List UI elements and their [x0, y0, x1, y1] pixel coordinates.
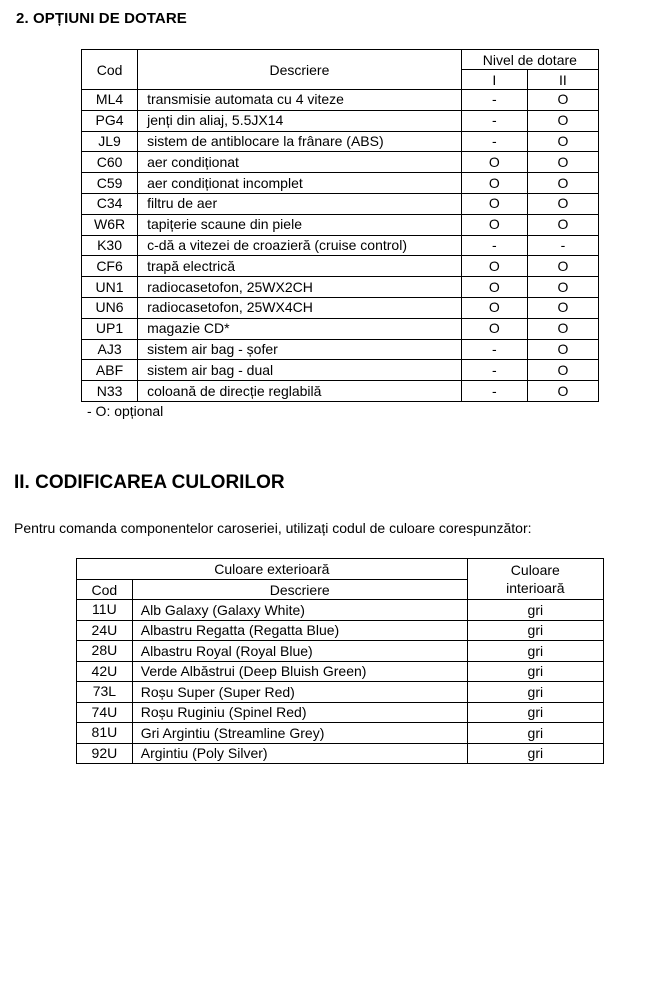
- options-row-level-1: -: [461, 131, 527, 152]
- options-row-descriere: jenți din aliaj, 5.5JX14: [138, 110, 462, 131]
- colors-row-descriere: Roșu Ruginiu (Spinel Red): [132, 702, 467, 723]
- options-row-descriere: radiocasetofon, 25WX4CH: [138, 297, 462, 318]
- options-row-level-2: O: [527, 214, 598, 235]
- options-row-cod: N33: [82, 381, 138, 402]
- options-table-row: [82, 131, 599, 152]
- colors-row-cod: 81U: [77, 723, 133, 744]
- options-table-row: [82, 360, 599, 381]
- options-row-cod: K30: [82, 235, 138, 256]
- options-row-descriere: sistem de antiblocare la frânare (ABS): [138, 131, 462, 152]
- options-table-row: [82, 339, 599, 360]
- colors-header-interior: [467, 559, 603, 600]
- options-row-descriere: transmisie automata cu 4 viteze: [138, 90, 462, 111]
- options-row-cod: PG4: [82, 110, 138, 131]
- colors-row-interior: gri: [467, 743, 603, 764]
- options-section-title: 2. OPȚIUNI DE DOTARE: [16, 10, 187, 27]
- colors-intro-text: Pentru comanda componentelor caroseriei, utilizați codul de culoare corespunzător:: [14, 520, 532, 536]
- options-row-descriere: sistem air bag - dual: [138, 360, 462, 381]
- options-row-cod: UN1: [82, 277, 138, 298]
- options-row-level-1: -: [461, 90, 527, 111]
- options-table-row: [82, 110, 599, 131]
- colors-row-interior: gri: [467, 682, 603, 703]
- options-table-row: [82, 90, 599, 111]
- options-row-cod: C60: [82, 152, 138, 173]
- options-row-level-2: O: [527, 131, 598, 152]
- options-header-cod: Cod: [82, 50, 138, 90]
- options-row-level-1: O: [461, 173, 527, 194]
- options-row-level-2: O: [527, 110, 598, 131]
- options-row-descriere: magazie CD*: [138, 318, 462, 339]
- colors-row-descriere: Gri Argintiu (Streamline Grey): [132, 723, 467, 744]
- colors-table-row: [77, 723, 604, 744]
- options-footnote: - O: opțional: [87, 403, 164, 419]
- options-row-descriere: tapițerie scaune din piele: [138, 214, 462, 235]
- colors-row-descriere: Roșu Super (Super Red): [132, 682, 467, 703]
- options-row-cod: JL9: [82, 131, 138, 152]
- colors-row-interior: gri: [467, 723, 603, 744]
- options-table-row: [82, 277, 599, 298]
- colors-row-descriere: Alb Galaxy (Galaxy White): [132, 600, 467, 621]
- options-table-row: [82, 297, 599, 318]
- options-row-level-2: O: [527, 173, 598, 194]
- options-row-level-2: O: [527, 339, 598, 360]
- options-row-level-2: O: [527, 277, 598, 298]
- options-row-descriere: aer condiționat incomplet: [138, 173, 462, 194]
- colors-row-cod: 92U: [77, 743, 133, 764]
- colors-header-cod: Cod: [77, 580, 133, 600]
- options-header-nivel: Nivel de dotare: [461, 50, 598, 70]
- colors-header-descriere: Descriere: [132, 580, 467, 600]
- options-table-row: [82, 193, 599, 214]
- options-row-level-1: -: [461, 360, 527, 381]
- colors-row-cod: 74U: [77, 702, 133, 723]
- options-row-cod: ML4: [82, 90, 138, 111]
- colors-header-interior-line2: interioară: [506, 580, 565, 596]
- options-row-level-2: O: [527, 297, 598, 318]
- colors-row-cod: 73L: [77, 682, 133, 703]
- colors-row-cod: 24U: [77, 620, 133, 641]
- options-row-level-2: O: [527, 90, 598, 111]
- colors-row-descriere: Verde Albăstrui (Deep Bluish Green): [132, 661, 467, 682]
- options-row-level-2: O: [527, 193, 598, 214]
- options-row-descriere: radiocasetofon, 25WX2CH: [138, 277, 462, 298]
- options-row-descriere: trapă electrică: [138, 256, 462, 277]
- colors-section-title: II. CODIFICAREA CULORILOR: [14, 472, 285, 493]
- options-row-cod: C34: [82, 193, 138, 214]
- options-table-row: [82, 173, 599, 194]
- options-table-body: [82, 90, 599, 402]
- options-row-level-1: O: [461, 214, 527, 235]
- options-row-descriere: c-dă a vitezei de croazieră (cruise control): [138, 235, 462, 256]
- colors-table: [76, 558, 604, 764]
- options-row-level-1: -: [461, 339, 527, 360]
- options-table-row: [82, 381, 599, 402]
- options-row-level-1: -: [461, 235, 527, 256]
- colors-table-row: [77, 743, 604, 764]
- options-row-cod: C59: [82, 173, 138, 194]
- colors-header-exterior: Culoare exterioară: [77, 559, 468, 580]
- options-row-cod: ABF: [82, 360, 138, 381]
- options-header-level-2: II: [527, 70, 598, 90]
- options-row-cod: CF6: [82, 256, 138, 277]
- options-header-level-1: I: [461, 70, 527, 90]
- colors-row-interior: gri: [467, 600, 603, 621]
- colors-table-row: [77, 682, 604, 703]
- options-row-cod: W6R: [82, 214, 138, 235]
- options-header-descriere: Descriere: [138, 50, 462, 90]
- options-row-cod: UP1: [82, 318, 138, 339]
- options-table-row: [82, 256, 599, 277]
- colors-row-cod: 11U: [77, 600, 133, 621]
- options-row-level-1: O: [461, 277, 527, 298]
- colors-row-descriere: Albastru Regatta (Regatta Blue): [132, 620, 467, 641]
- colors-table-row: [77, 600, 604, 621]
- options-table-row: [82, 152, 599, 173]
- options-row-cod: AJ3: [82, 339, 138, 360]
- options-row-level-2: -: [527, 235, 598, 256]
- options-row-level-1: -: [461, 381, 527, 402]
- colors-header-interior-line1: Culoare: [510, 562, 560, 578]
- options-row-level-2: O: [527, 152, 598, 173]
- options-table-row: [82, 235, 599, 256]
- colors-row-cod: 28U: [77, 641, 133, 662]
- options-row-descriere: filtru de aer: [138, 193, 462, 214]
- colors-row-interior: gri: [467, 620, 603, 641]
- colors-row-interior: gri: [467, 661, 603, 682]
- options-row-cod: UN6: [82, 297, 138, 318]
- options-row-descriere: coloană de direcție reglabilă: [138, 381, 462, 402]
- options-row-level-2: O: [527, 381, 598, 402]
- options-table: [81, 49, 599, 402]
- colors-table-row: [77, 661, 604, 682]
- colors-table-body: [77, 600, 604, 764]
- colors-row-descriere: Albastru Royal (Royal Blue): [132, 641, 467, 662]
- options-row-level-2: O: [527, 256, 598, 277]
- options-row-level-1: O: [461, 256, 527, 277]
- options-row-level-1: O: [461, 193, 527, 214]
- options-table-row: [82, 318, 599, 339]
- colors-row-interior: gri: [467, 641, 603, 662]
- colors-row-cod: 42U: [77, 661, 133, 682]
- options-row-level-1: -: [461, 110, 527, 131]
- options-table-row: [82, 214, 599, 235]
- options-row-descriere: sistem air bag - șofer: [138, 339, 462, 360]
- colors-row-interior: gri: [467, 702, 603, 723]
- colors-table-row: [77, 641, 604, 662]
- colors-row-descriere: Argintiu (Poly Silver): [132, 743, 467, 764]
- options-row-level-1: O: [461, 318, 527, 339]
- colors-table-row: [77, 620, 604, 641]
- colors-table-row: [77, 702, 604, 723]
- options-row-descriere: aer condiționat: [138, 152, 462, 173]
- options-row-level-2: O: [527, 360, 598, 381]
- options-row-level-1: O: [461, 297, 527, 318]
- options-row-level-1: O: [461, 152, 527, 173]
- options-row-level-2: O: [527, 318, 598, 339]
